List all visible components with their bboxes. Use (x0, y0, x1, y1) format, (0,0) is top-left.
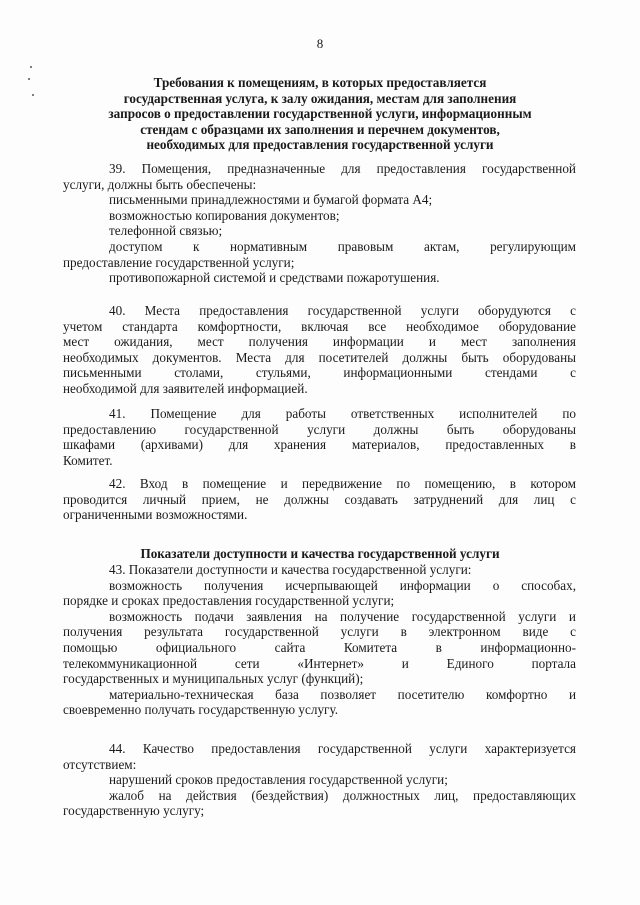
text-line: мест ожидания, мест получения информации и мест заполнения (63, 334, 576, 350)
text-line: Комитет. (63, 452, 113, 468)
heading-line: необходимых для предоставления государственной услуги (146, 137, 494, 153)
text-line: предоставлению государственной услуги должны быть оборудованы (63, 421, 576, 437)
heading-line: запросов о предоставлении государственной услуги, информационным (108, 106, 532, 122)
paragraph-43 (63, 562, 576, 718)
text-line: 39. Помещения, предназначенные для предоставления государственной (109, 161, 576, 176)
text-line: отсутствием: (63, 756, 137, 772)
text-line: порядке и сроках предоставления государственной услуги; (63, 593, 395, 609)
section-heading-accessibility (80, 546, 560, 562)
list-item: нарушений сроков предоставления государственной услуги; (109, 772, 448, 788)
text-line: необходимых документов. Места для посетителей должны быть оборудованы (63, 349, 576, 365)
paragraph-41 (63, 406, 576, 468)
list-item: возможность получения исчерпывающей информации о способах, (109, 577, 576, 593)
heading-line: Требования к помещениям, в которых предоставляется (153, 75, 487, 90)
text-line: шкафами (архивами) для хранения материалов, предоставленных в (63, 437, 576, 453)
list-item: телефонной связью; (109, 223, 223, 239)
heading-line: Показатели доступности и качества государственной услуги (140, 546, 500, 561)
heading-line: стендам с образцами их заполнения и перечнем документов, (140, 121, 500, 137)
section-heading-premises (80, 75, 560, 153)
text-line: услуги, должны быть обеспечены: (63, 176, 257, 192)
paragraph-39 (63, 161, 576, 286)
text-line: необходимой для заявителей информацией. (63, 380, 308, 396)
text-line: ограниченными возможностями. (63, 507, 248, 523)
text-line: своевременно получать государственную услугу. (63, 702, 339, 718)
text-line: помощью официального сайта Комитета в информационно- (63, 639, 576, 655)
text-line: 43. Показатели доступности и качества государственной услуги: (109, 562, 472, 577)
text-line: получения результата государственной услуги в электронном виде с (63, 624, 576, 640)
text-line: телекоммуникационной сети «Интернет» и Единого портала (63, 655, 576, 671)
text-line: государственных и муниципальных услуг (функций); (63, 671, 364, 687)
list-item: письменными принадлежностями и бумагой формата А4; (109, 192, 433, 208)
paragraph-44 (63, 741, 576, 819)
paragraph-42 (63, 476, 576, 523)
page-number: 8 (316, 36, 324, 51)
list-item: жалоб на действия (бездействия) должностных лиц, предоставляющих (109, 787, 576, 803)
text-line: учетом стандарта комфортности, включая все необходимое оборудование (63, 318, 576, 334)
text-line: письменными столами, стульями, информационными стендами с (63, 365, 576, 381)
list-item: возможность подачи заявления на получение государственной услуги и (109, 608, 576, 624)
heading-line: государственная услуга, к залу ожидания, местам для заполнения (123, 90, 517, 106)
text-line: 44. Качество предоставления государственной услуги характеризуется (109, 741, 576, 756)
list-item: противопожарной системой и средствами пожаротушения. (109, 270, 440, 286)
text-line: проводится личный прием, не должны создавать затруднений для лиц с (63, 491, 576, 507)
text-line: 42. Вход в помещение и передвижение по помещению, в котором (109, 476, 576, 491)
list-item: материально-техническая база позволяет посетителю комфортно и (109, 686, 576, 702)
list-item: возможностью копирования документов; (109, 207, 340, 223)
paragraph-40 (63, 303, 576, 397)
list-item: доступом к нормативным правовым актам, регулирующим (109, 238, 576, 254)
text-line: государственную услугу; (63, 803, 205, 819)
text-line: 40. Места предоставления государственной услуги оборудуются с (109, 303, 576, 318)
text-line: предоставление государственной услуги; (63, 254, 295, 270)
text-line: 41. Помещение для работы ответственных исполнителей по (109, 406, 576, 421)
